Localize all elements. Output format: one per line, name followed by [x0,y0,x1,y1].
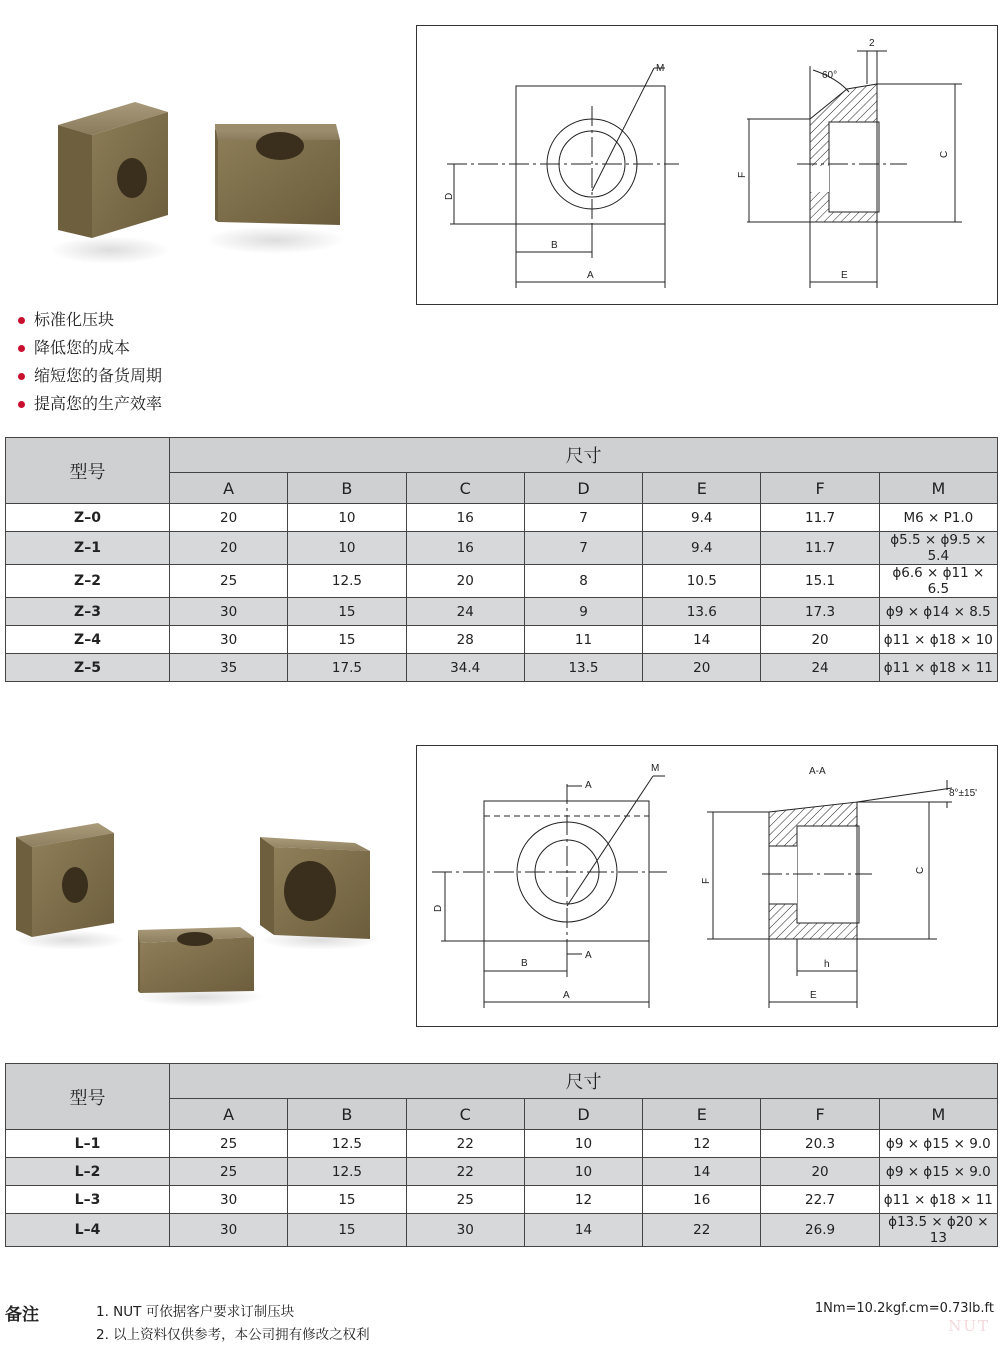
value-cell: ϕ9 × ϕ15 × 9.0 [879,1130,997,1158]
label-section: A-A [809,766,826,777]
value-cell: 20.3 [761,1130,879,1158]
column-header: C [406,1099,524,1130]
model-cell: Z–3 [6,598,170,626]
value-cell: ϕ9 × ϕ14 × 8.5 [879,598,997,626]
table-body [6,504,998,682]
value-cell: 16 [406,504,524,532]
label-c: C [939,150,950,158]
value-cell: 22 [406,1130,524,1158]
model-cell: L–4 [6,1214,170,1247]
value-cell: ϕ11 × ϕ18 × 11 [879,654,997,682]
value-cell: ϕ13.5 × ϕ20 × 13 [879,1214,997,1247]
model-cell: Z–0 [6,504,170,532]
table-row [6,1186,998,1214]
value-cell: ϕ9 × ϕ15 × 9.0 [879,1158,997,1186]
label-a: A [563,990,570,1001]
value-cell: 22 [406,1158,524,1186]
bullet-icon [18,401,25,408]
product-photo-z [40,90,360,280]
value-cell: 20 [170,504,288,532]
label-c: C [915,866,926,874]
value-cell: 7 [524,504,642,532]
label-a: A [587,270,594,281]
label-section-a-top: A [585,780,592,791]
model-header: 型号 [6,438,170,504]
technical-drawing-l [416,745,998,1027]
column-header: D [524,1099,642,1130]
technical-drawing-z [416,25,998,305]
table-body [6,1130,998,1247]
value-cell: 10 [288,504,406,532]
feature-item: 标准化压块 [18,306,162,334]
value-cell: 15.1 [761,565,879,598]
feature-item: 缩短您的备货周期 [18,362,162,390]
watermark-logo: NUT [948,1317,990,1335]
model-cell: Z–4 [6,626,170,654]
note-item: 2. 以上资料仅供参考，本公司拥有修改之权利 [96,1327,370,1343]
label-section-a-bottom: A [585,950,592,961]
value-cell: 25 [170,1158,288,1186]
column-header: A [170,473,288,504]
value-cell: 30 [170,1214,288,1247]
label-gap: 2 [869,38,875,49]
table-row [6,1214,998,1247]
value-cell: 10 [524,1158,642,1186]
value-cell: 30 [170,1186,288,1214]
value-cell: 12.5 [288,1158,406,1186]
value-cell: 28 [406,626,524,654]
value-cell: 12 [524,1186,642,1214]
label-m: M [651,763,660,774]
value-cell: 26.9 [761,1214,879,1247]
value-cell: 35 [170,654,288,682]
value-cell: 25 [170,565,288,598]
table-row [6,532,998,565]
value-cell: 20 [406,565,524,598]
table-row [6,598,998,626]
value-cell: 30 [170,598,288,626]
note-item: 1. NUT 可依据客户要求订制压块 [96,1304,295,1320]
value-cell: 22 [643,1214,761,1247]
bullet-icon [18,345,25,352]
table-row [6,654,998,682]
value-cell: 7 [524,532,642,565]
model-cell: Z–2 [6,565,170,598]
value-cell: 34.4 [406,654,524,682]
table-row [6,1130,998,1158]
label-d: D [433,904,444,912]
value-cell: 11 [524,626,642,654]
value-cell: 12 [643,1130,761,1158]
model-cell: L–3 [6,1186,170,1214]
value-cell: 24 [761,654,879,682]
value-cell: 17.5 [288,654,406,682]
value-cell: 16 [643,1186,761,1214]
feature-list [18,306,162,418]
value-cell: 10 [524,1130,642,1158]
label-h: h [824,959,830,970]
dimension-header: 尺寸 [170,1064,998,1099]
value-cell: 15 [288,598,406,626]
value-cell: 11.7 [761,504,879,532]
value-cell: 20 [170,532,288,565]
torque-conversion: 1Nm=10.2kgf.cm=0.73lb.ft [814,1301,994,1316]
table-row [6,626,998,654]
value-cell: 12.5 [288,1130,406,1158]
value-cell: 25 [406,1186,524,1214]
value-cell: 20 [761,626,879,654]
value-cell: M6 × P1.0 [879,504,997,532]
value-cell: 22.7 [761,1186,879,1214]
spec-table-z [5,437,998,682]
value-cell: 14 [643,1158,761,1186]
value-cell: 9.4 [643,504,761,532]
table-row [6,565,998,598]
bullet-icon [18,317,25,324]
label-f: F [737,171,748,178]
value-cell: 11.7 [761,532,879,565]
feature-item: 提高您的生产效率 [18,390,162,418]
value-cell: 14 [524,1214,642,1247]
value-cell: 10 [288,532,406,565]
column-header: F [761,473,879,504]
value-cell: ϕ11 × ϕ18 × 10 [879,626,997,654]
label-e: E [841,270,848,281]
dimension-header: 尺寸 [170,438,998,473]
column-header: C [406,473,524,504]
value-cell: 9 [524,598,642,626]
notes-label: 备注 [5,1305,39,1325]
value-cell: 20 [643,654,761,682]
value-cell: 17.3 [761,598,879,626]
table-row [6,1158,998,1186]
column-header: D [524,473,642,504]
column-header: A [170,1099,288,1130]
bullet-icon [18,373,25,380]
value-cell: 9.4 [643,532,761,565]
value-cell: 25 [170,1130,288,1158]
value-cell: ϕ5.5 × ϕ9.5 × 5.4 [879,532,997,565]
value-cell: 20 [761,1158,879,1186]
column-header: B [288,473,406,504]
column-header: E [643,473,761,504]
value-cell: 30 [406,1214,524,1247]
spec-table-l [5,1063,998,1247]
value-cell: 15 [288,1214,406,1247]
label-f: F [701,877,712,884]
value-cell: 30 [170,626,288,654]
label-angle: 60° [822,70,838,81]
label-e: E [810,990,817,1001]
value-cell: 15 [288,626,406,654]
model-cell: Z–5 [6,654,170,682]
value-cell: 13.6 [643,598,761,626]
label-b: B [551,240,558,251]
label-b: B [521,958,528,969]
label-m: M [656,63,665,74]
model-cell: L–1 [6,1130,170,1158]
value-cell: 8 [524,565,642,598]
value-cell: ϕ6.6 × ϕ11 × 6.5 [879,565,997,598]
column-header: M [879,473,997,504]
feature-item: 降低您的成本 [18,334,162,362]
value-cell: 15 [288,1186,406,1214]
value-cell: 12.5 [288,565,406,598]
value-cell: 13.5 [524,654,642,682]
value-cell: 14 [643,626,761,654]
table-row [6,504,998,532]
label-d: D [444,192,455,200]
value-cell: 10.5 [643,565,761,598]
label-angle: 8°±15' [949,788,978,799]
column-header: F [761,1099,879,1130]
value-cell: ϕ11 × ϕ18 × 11 [879,1186,997,1214]
model-cell: L–2 [6,1158,170,1186]
model-cell: Z–1 [6,532,170,565]
column-header: M [879,1099,997,1130]
column-header: B [288,1099,406,1130]
column-header: E [643,1099,761,1130]
value-cell: 16 [406,532,524,565]
product-photo-l [10,815,380,1015]
value-cell: 24 [406,598,524,626]
model-header: 型号 [6,1064,170,1130]
